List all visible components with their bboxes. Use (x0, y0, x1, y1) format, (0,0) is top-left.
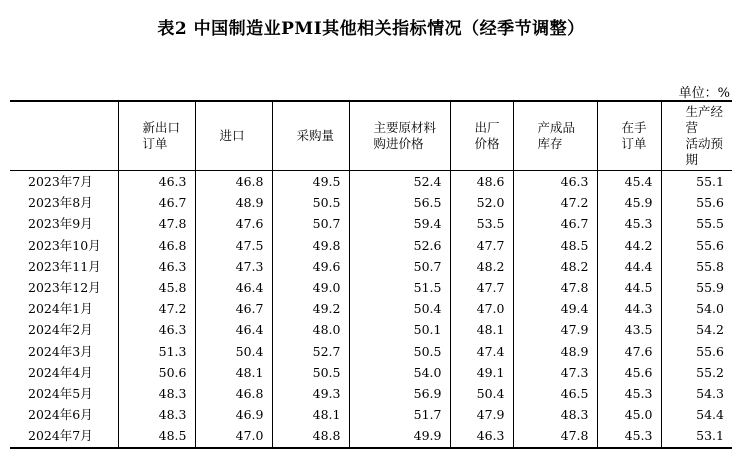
row-label: 2023年11月 (10, 256, 118, 277)
table-cell: 48.3 (118, 404, 195, 425)
column-header (513, 101, 597, 171)
table-cell: 48.6 (450, 171, 513, 193)
row-label: 2024年3月 (10, 341, 118, 362)
header-row (10, 101, 732, 171)
table-cell: 47.2 (118, 298, 195, 319)
table-cell: 52.0 (450, 192, 513, 213)
table-row (10, 277, 732, 298)
table-cell: 49.3 (272, 383, 349, 404)
table-cell: 46.7 (195, 298, 272, 319)
table-cell: 48.1 (450, 319, 513, 340)
table-cell: 55.6 (696, 343, 724, 359)
table-row (10, 213, 732, 234)
table-cell: 44.3 (597, 298, 661, 319)
table-cell: 47.3 (195, 256, 272, 277)
table-cell: 50.4 (349, 298, 450, 319)
column-header (195, 101, 272, 171)
table-cell: 47.9 (450, 404, 513, 425)
row-label: 2023年9月 (10, 213, 118, 234)
table-cell: 53.1 (661, 425, 732, 447)
table-cell: 55.6 (696, 237, 724, 253)
table-cell: 56.5 (349, 192, 450, 213)
table-cell: 46.4 (195, 277, 272, 298)
column-header-line2: 订单 (621, 136, 647, 151)
table-row (10, 383, 732, 404)
row-label: 2023年8月 (10, 192, 118, 213)
table-cell: 46.8 (195, 171, 272, 193)
table-cell: 48.9 (195, 192, 272, 213)
table-cell: 47.4 (450, 341, 513, 362)
table-cell: 51.7 (349, 404, 450, 425)
table-cell: 43.5 (597, 319, 661, 340)
table-cell: 45.3 (597, 383, 661, 404)
table-cell: 49.9 (349, 425, 450, 447)
column-header-line1: 进口 (219, 128, 245, 143)
table-cell: 47.7 (450, 277, 513, 298)
column-header-line1: 产成品 (537, 120, 576, 135)
table-cell: 47.6 (597, 341, 661, 362)
table-cell: 51.5 (349, 277, 450, 298)
table-cell: 54.2 (696, 322, 724, 338)
table-cell: 48.2 (450, 256, 513, 277)
table-cell: 54.4 (696, 407, 724, 423)
table-row (10, 319, 732, 340)
column-header-line2: 订单 (142, 136, 168, 151)
table-cell: 49.5 (272, 171, 349, 193)
row-label: 2023年10月 (10, 235, 118, 256)
row-label: 2024年7月 (10, 425, 118, 447)
column-header (597, 101, 661, 171)
table-cell: 47.8 (513, 277, 597, 298)
table-row (10, 235, 732, 256)
table-cell: 46.3 (513, 171, 597, 193)
column-header-line2: 购进价格 (373, 136, 424, 151)
table-cell: 50.5 (272, 192, 349, 213)
table-cell: 47.6 (195, 213, 272, 234)
table-cell: 48.5 (118, 425, 195, 447)
table-cell: 50.6 (118, 362, 195, 383)
table-cell: 50.4 (450, 383, 513, 404)
column-header (272, 101, 349, 171)
column-header-line1: 在手 (621, 120, 647, 135)
table-cell: 45.8 (118, 277, 195, 298)
table-cell: 47.0 (195, 425, 272, 447)
table-cell: 47.8 (118, 213, 195, 234)
table-cell: 45.6 (597, 362, 661, 383)
table-row (10, 171, 732, 193)
column-header-line2: 库存 (537, 136, 563, 151)
table-cell: 50.5 (272, 362, 349, 383)
table-cell: 46.3 (118, 319, 195, 340)
row-label: 2023年7月 (10, 171, 118, 193)
table-cell: 50.5 (349, 341, 450, 362)
table-cell: 56.9 (349, 383, 450, 404)
table-row (10, 341, 732, 362)
table-cell: 55.2 (696, 364, 724, 380)
row-label: 2023年12月 (10, 277, 118, 298)
table-cell: 46.4 (195, 319, 272, 340)
table-cell: 54.3 (696, 386, 724, 402)
table-cell: 55.1 (696, 174, 724, 189)
table-cell: 50.7 (349, 256, 450, 277)
column-header-line1: 主要原材料 (373, 120, 437, 135)
table-cell: 46.8 (195, 383, 272, 404)
table-cell: 50.7 (272, 213, 349, 234)
table-row (10, 404, 732, 425)
table-row (10, 362, 732, 383)
column-header (661, 101, 732, 171)
table-cell: 45.9 (597, 192, 661, 213)
column-header-line2: 价格 (474, 136, 500, 151)
table-title: 表2 中国制造业PMI其他相关指标情况（经季节调整） (157, 19, 585, 39)
table-cell: 55.8 (696, 258, 724, 274)
table-cell: 48.1 (195, 362, 272, 383)
column-header-line1: 采购量 (296, 128, 335, 143)
table-cell: 47.8 (513, 425, 597, 447)
table-cell: 44.5 (597, 277, 661, 298)
table-cell: 44.4 (597, 256, 661, 277)
table-cell: 46.7 (513, 213, 597, 234)
table-cell: 48.1 (272, 404, 349, 425)
table-cell: 46.5 (513, 383, 597, 404)
table-cell: 48.3 (513, 404, 597, 425)
table-cell: 50.4 (195, 341, 272, 362)
table-cell: 46.3 (450, 425, 513, 447)
table-cell: 47.2 (513, 192, 597, 213)
table-cell: 47.5 (195, 235, 272, 256)
table-cell: 54.0 (349, 362, 450, 383)
column-header (450, 101, 513, 171)
table-cell: 48.2 (513, 256, 597, 277)
row-label: 2024年2月 (10, 319, 118, 340)
table-cell: 46.9 (195, 404, 272, 425)
table-cell: 49.2 (272, 298, 349, 319)
table-cell: 53.5 (450, 213, 513, 234)
pmi-indicator-table (10, 100, 732, 449)
unit-label: 单位：% (678, 86, 730, 101)
table-cell: 46.3 (118, 171, 195, 193)
table-cell: 55.5 (696, 216, 724, 232)
row-label: 2024年4月 (10, 362, 118, 383)
table-cell: 47.0 (450, 298, 513, 319)
row-label: 2024年5月 (10, 383, 118, 404)
column-header-line1: 新出口 (142, 120, 181, 135)
column-header (118, 101, 195, 171)
table-cell: 48.8 (272, 425, 349, 447)
table-cell: 48.9 (513, 341, 597, 362)
table-cell: 47.7 (450, 235, 513, 256)
table-cell: 44.2 (597, 235, 661, 256)
table-cell: 55.6 (696, 195, 724, 211)
table-cell: 45.3 (597, 213, 661, 234)
column-header-line1: 生产经营 (685, 104, 724, 135)
table-cell: 46.8 (118, 235, 195, 256)
table-cell: 45.3 (597, 425, 661, 447)
table-cell: 46.3 (118, 256, 195, 277)
table-cell: 47.3 (513, 362, 597, 383)
table-cell: 47.9 (513, 319, 597, 340)
table-cell: 54.0 (696, 301, 724, 317)
table-cell: 46.7 (118, 192, 195, 213)
table-cell: 45.4 (597, 171, 661, 193)
header-corner (10, 101, 118, 171)
table-cell: 49.6 (272, 256, 349, 277)
table-row (10, 192, 732, 213)
column-header-line2: 活动预期 (685, 136, 724, 167)
table-row (10, 298, 732, 319)
table-cell: 50.1 (349, 319, 450, 340)
table-cell: 52.7 (272, 341, 349, 362)
table-cell: 51.3 (118, 341, 195, 362)
table-cell: 52.4 (349, 171, 450, 193)
table-cell: 45.0 (597, 404, 661, 425)
column-header-line1: 出厂 (474, 120, 500, 135)
table-cell: 49.4 (513, 298, 597, 319)
table-cell: 49.8 (272, 235, 349, 256)
row-label: 2024年1月 (10, 298, 118, 319)
table-cell: 49.0 (272, 277, 349, 298)
table-cell: 55.9 (696, 280, 724, 296)
table-cell: 48.3 (118, 383, 195, 404)
table-cell: 52.6 (349, 235, 450, 256)
column-header (349, 101, 450, 171)
row-label: 2024年6月 (10, 404, 118, 425)
table-cell: 48.0 (272, 319, 349, 340)
table-cell: 48.5 (513, 235, 597, 256)
table-row (10, 256, 732, 277)
table-cell: 49.1 (450, 362, 513, 383)
table-cell: 59.4 (349, 213, 450, 234)
